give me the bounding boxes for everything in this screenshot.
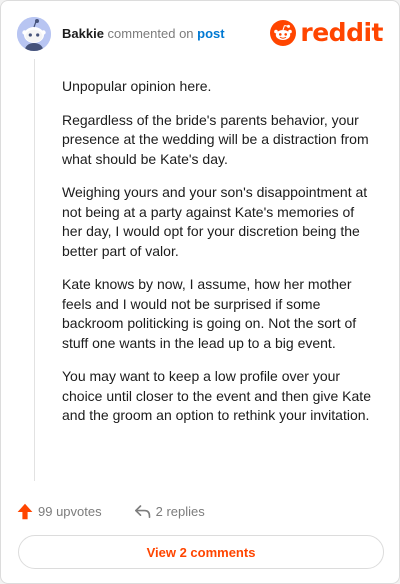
comment-actions — [17, 501, 205, 521]
upvotes-count: 99 upvotes — [38, 503, 102, 519]
thread-line[interactable] — [34, 59, 35, 481]
comment-paragraph: Unpopular opinion here. — [62, 78, 212, 94]
reddit-wordmark: reddit — [300, 18, 383, 47]
replies-count: 2 replies — [155, 503, 205, 519]
comment-paragraph: Kate knows by now, I assume, how her mother feels and I would not be surprised if some backroom politicking is going on. Not the sort of stuff one wants in the lead up to a big event. — [62, 276, 357, 351]
username[interactable]: Bakkie — [62, 26, 104, 41]
post-link[interactable]: post — [197, 26, 225, 41]
comment-paragraph: Regardless of the bride's parents behavior, your presence at the wedding will be a distraction from what should be Kate's day. — [62, 111, 369, 167]
reddit-logo[interactable] — [270, 19, 383, 47]
comment-paragraph: You may want to keep a low profile over your choice until closer to the event and then give Kate and the groom an option to rethink your invitation. — [62, 368, 371, 423]
comment-meta — [62, 26, 225, 42]
comment-header — [17, 17, 383, 51]
reddit-snoo-icon — [270, 20, 296, 46]
comment-paragraph: Weighing yours and your son's disappointment at not being at a party against Kate's memories of her day, I would opt for your discretion being the better part of valor. — [62, 184, 368, 259]
meta-action-text: commented on — [107, 26, 194, 41]
snoo-avatar-icon — [17, 17, 51, 51]
reply-arrow-icon — [134, 504, 151, 519]
comment-body — [62, 77, 374, 440]
view-comments-button[interactable]: View 2 comments — [18, 535, 384, 569]
avatar[interactable] — [17, 17, 51, 51]
upvote-arrow-icon — [17, 503, 33, 520]
upvote-button[interactable] — [17, 503, 102, 520]
replies-button[interactable] — [134, 504, 205, 519]
